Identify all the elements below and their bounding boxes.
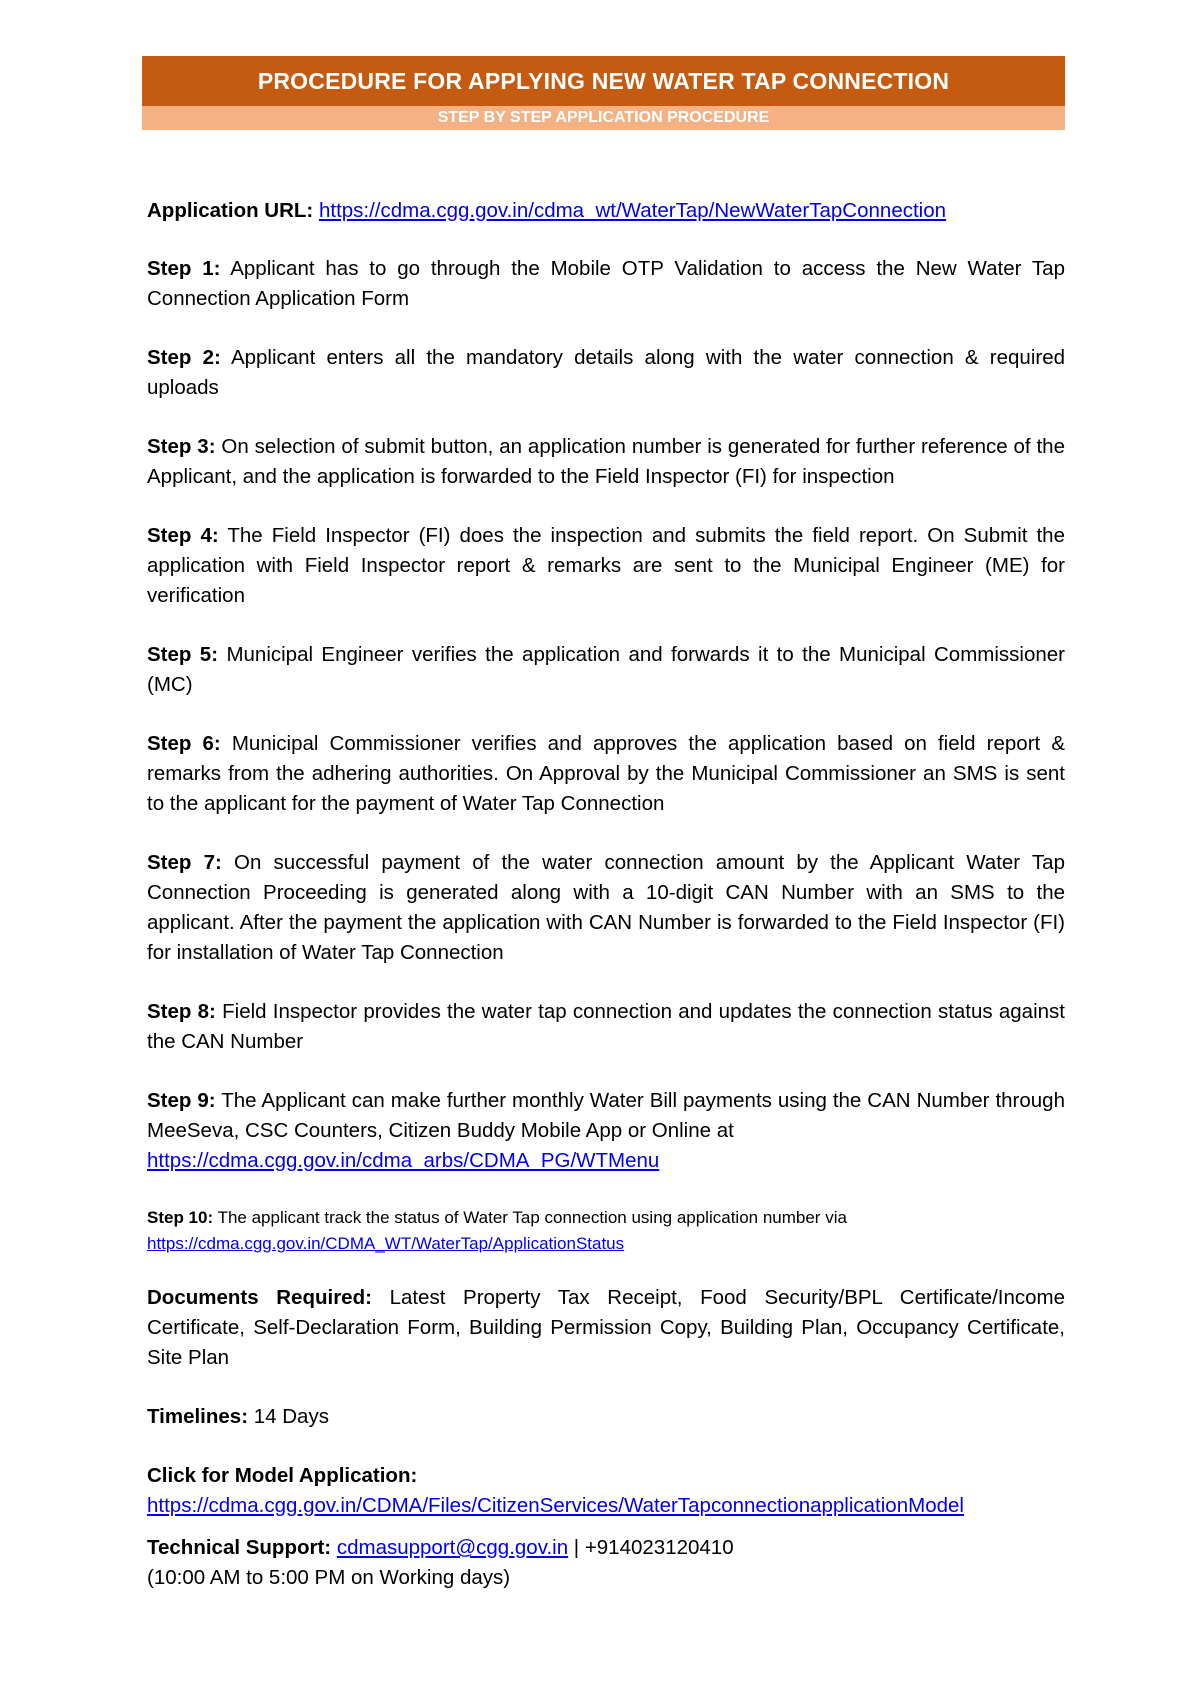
step-label: Step 7: — [147, 851, 222, 874]
step-label: Step 4: — [147, 524, 219, 547]
step-text: The applicant track the status of Water Tap connection using application number via — [217, 1208, 847, 1227]
timelines — [147, 1402, 1065, 1432]
application-url-link[interactable]: https://cdma.cgg.gov.in/cdma_wt/WaterTap/NewWaterTapConnection — [318, 199, 947, 222]
step-label: Step 9: — [147, 1089, 216, 1112]
step-text: Applicant has to go through the Mobile OTP Validation to access the New Water Tap Connection Application Form — [147, 257, 1065, 310]
support-hours: (10:00 AM to 5:00 PM on Working days) — [147, 1566, 511, 1589]
step-text: Municipal Engineer verifies the application and forwards it to the Municipal Commissioner (MC) — [147, 643, 1065, 696]
timelines-value: 14 Days — [253, 1405, 329, 1428]
wt-menu-link[interactable]: https://cdma.cgg.gov.in/cdma_arbs/CDMA_PG/WTMenu — [147, 1149, 660, 1172]
step-10 — [147, 1205, 1065, 1257]
step-4 — [147, 521, 1065, 611]
step-5 — [147, 640, 1065, 700]
application-url-line — [147, 196, 1065, 226]
step-3 — [147, 432, 1065, 492]
step-label: Step 1: — [147, 257, 221, 280]
model-application-link[interactable]: https://cdma.cgg.gov.in/CDMA/Files/CitizenServices/WaterTapconnectionapplicationModel — [147, 1494, 964, 1517]
support-separator: | — [568, 1536, 585, 1559]
technical-support — [147, 1533, 1065, 1593]
application-url-label: Application URL: — [147, 199, 314, 222]
model-application — [147, 1461, 1065, 1521]
documents-label: Documents Required: — [147, 1286, 372, 1309]
step-text: Municipal Commissioner verifies and approves the application based on field report & remarks from the adhering authorities. On Approval by the Municipal Commissioner an SMS is sent to the applicant for the payment of Water Tap Connection — [147, 732, 1065, 815]
step-text: On successful payment of the water connection amount by the Applicant Water Tap Connection Proceeding is generated along with a 10-digit CAN Number with an SMS to the applicant. After the payment the application with CAN Number is forwarded to the Field Inspector (FI) for installation of Water Tap Connection — [147, 851, 1065, 964]
step-label: Step 6: — [147, 732, 221, 755]
documents-text: Latest Property Tax Receipt, Food Security/BPL Certificate/Income Certificate, Self-Declaration Form, Building Permission Copy, Building Plan, Occupancy Certificate, Site Plan — [147, 1286, 1066, 1369]
model-application-label: Click for Model Application: — [147, 1464, 418, 1487]
step-6 — [147, 729, 1065, 819]
step-label: Step 3: — [147, 435, 216, 458]
support-label: Technical Support: — [147, 1536, 332, 1559]
step-8 — [147, 997, 1065, 1057]
step-text: The Applicant can make further monthly Water Bill payments using the CAN Number through MeeSeva, CSC Counters, Citizen Buddy Mobile App or Online at — [147, 1089, 1065, 1142]
page-subtitle: STEP BY STEP APPLICATION PROCEDURE — [142, 106, 1065, 130]
support-phone: +914023120410 — [584, 1536, 734, 1559]
step-1 — [147, 254, 1065, 314]
step-text: Applicant enters all the mandatory details along with the water connection & required uploads — [147, 346, 1065, 399]
documents-required — [147, 1283, 1065, 1373]
document-body — [147, 196, 1065, 1622]
step-2 — [147, 343, 1065, 403]
step-label: Step 5: — [147, 643, 219, 666]
step-text: Field Inspector provides the water tap connection and updates the connection status against the CAN Number — [147, 1000, 1065, 1053]
page-title: PROCEDURE FOR APPLYING NEW WATER TAP CONNECTION — [142, 56, 1065, 106]
step-label: Step 2: — [147, 346, 221, 369]
step-label: Step 10: — [147, 1208, 214, 1227]
application-status-link[interactable]: https://cdma.cgg.gov.in/CDMA_WT/WaterTap/ApplicationStatus — [147, 1234, 625, 1253]
step-label: Step 8: — [147, 1000, 216, 1023]
step-9 — [147, 1086, 1065, 1176]
step-7 — [147, 848, 1065, 968]
support-email-link[interactable]: cdmasupport@cgg.gov.in — [336, 1536, 569, 1559]
document-header — [142, 56, 1065, 130]
step-text: The Field Inspector (FI) does the inspection and submits the field report. On Submit the application with Field Inspector report & remarks are sent to the Municipal Engineer (ME) for verification — [147, 524, 1065, 607]
timelines-label: Timelines: — [147, 1405, 249, 1428]
step-text: On selection of submit button, an application number is generated for further reference of the Applicant, and the application is forwarded to the Field Inspector (FI) for inspection — [147, 435, 1065, 488]
